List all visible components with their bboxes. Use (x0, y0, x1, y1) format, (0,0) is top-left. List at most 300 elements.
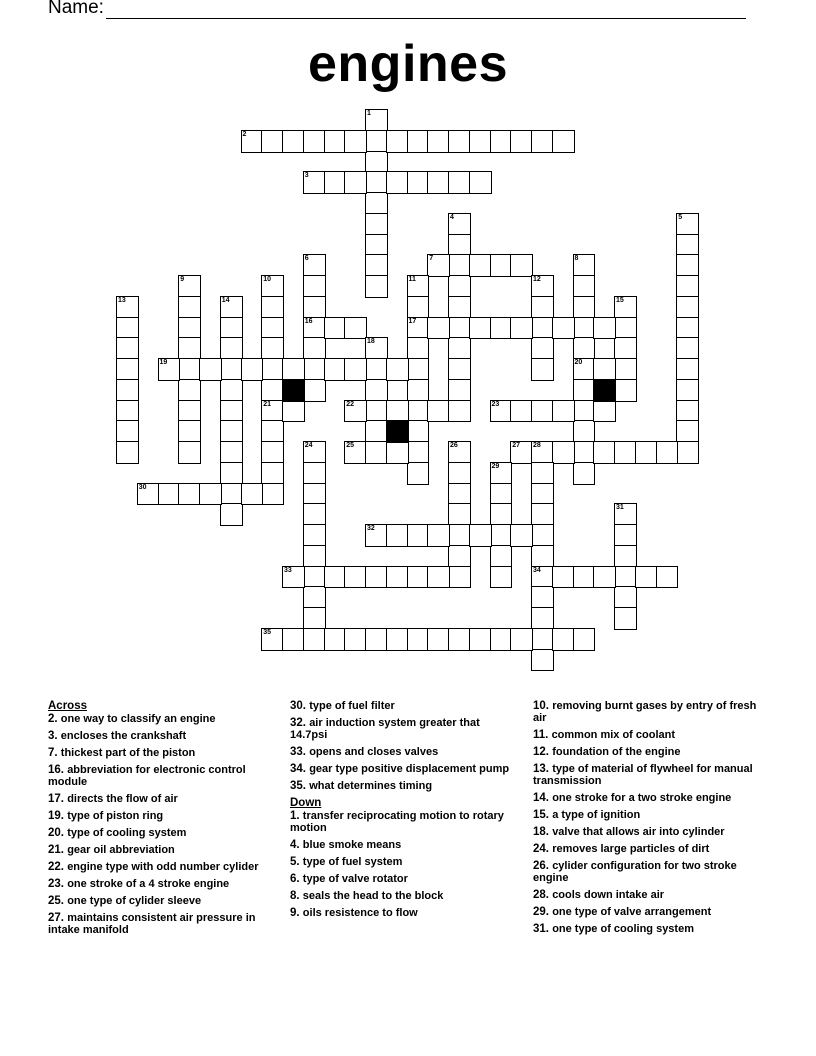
grid-cell[interactable] (573, 275, 596, 298)
grid-cell[interactable] (614, 317, 637, 340)
clue-item (533, 906, 763, 918)
grid-cell[interactable] (344, 628, 367, 651)
grid-cell[interactable] (303, 545, 326, 568)
grid-cell[interactable] (386, 566, 409, 589)
grid-cell[interactable] (448, 524, 471, 547)
grid-cell[interactable] (552, 441, 575, 464)
grid-cell[interactable] (303, 524, 326, 547)
grid-cell[interactable] (573, 358, 596, 381)
grid-cell[interactable] (282, 566, 305, 589)
grid-cell[interactable] (344, 317, 367, 340)
grid-cell[interactable] (261, 296, 284, 319)
grid-cell[interactable] (220, 317, 243, 340)
grid-cell[interactable] (593, 358, 616, 381)
grid-cell[interactable] (531, 130, 554, 153)
grid-cell[interactable] (261, 130, 284, 153)
grid-cell[interactable] (199, 358, 222, 381)
clue-item (48, 861, 278, 873)
grid-cell[interactable] (676, 379, 699, 402)
grid-cell[interactable] (635, 566, 658, 589)
clue-text: valve that allows air into cylinder (552, 826, 725, 838)
grid-cell[interactable] (303, 296, 326, 319)
clue-text: opens and closes valves (309, 746, 439, 758)
clue-number: 7. (48, 747, 61, 759)
grid-cell[interactable] (490, 483, 513, 506)
grid-cell[interactable] (510, 130, 533, 153)
clue-item (533, 860, 763, 884)
clue-text: oils resistence to flow (302, 907, 418, 919)
grid-cell[interactable] (614, 337, 637, 360)
grid-cell[interactable] (407, 566, 430, 589)
clues-column-1 (48, 700, 278, 941)
grid-cell[interactable] (469, 130, 492, 153)
grid-cell[interactable] (469, 317, 492, 340)
clue-item (290, 873, 520, 885)
grid-cell[interactable] (573, 400, 596, 423)
clue-text: thickest part of the piston (60, 747, 196, 759)
grid-cell[interactable] (261, 400, 284, 423)
clue-number: 8. (290, 890, 303, 902)
grid-cell[interactable] (344, 171, 367, 194)
grid-cell[interactable] (220, 420, 243, 443)
grid-cell[interactable] (303, 317, 326, 340)
grid-cell[interactable] (407, 524, 430, 547)
grid-cell[interactable] (448, 234, 471, 257)
grid-cell[interactable] (490, 503, 513, 526)
cell-number: 14 (221, 296, 230, 304)
grid-cell[interactable] (178, 296, 201, 319)
grid-cell[interactable] (573, 441, 596, 464)
grid-cell[interactable] (656, 566, 679, 589)
clue-item (290, 890, 520, 902)
grid-cell[interactable] (137, 483, 160, 506)
grid-cell[interactable] (365, 109, 388, 132)
grid-cell[interactable] (178, 441, 201, 464)
grid-cell[interactable] (324, 628, 347, 651)
clue-number: 18. (533, 826, 553, 838)
grid-cell[interactable] (303, 379, 326, 402)
grid-cell[interactable] (614, 545, 637, 568)
grid-cell[interactable] (158, 483, 181, 506)
grid-cell[interactable] (303, 586, 326, 609)
grid-cell[interactable] (116, 400, 139, 423)
clue-item (290, 856, 520, 868)
grid-cell[interactable] (427, 130, 450, 153)
grid-cell[interactable] (365, 420, 388, 443)
grid-cell[interactable] (344, 566, 367, 589)
grid-cell[interactable] (614, 296, 637, 319)
grid-cell[interactable] (448, 358, 471, 381)
grid-cell[interactable] (324, 171, 347, 194)
grid-cell[interactable] (178, 317, 201, 340)
grid-cell[interactable] (365, 275, 388, 298)
grid-cell[interactable] (490, 317, 513, 340)
grid-cell[interactable] (676, 213, 699, 236)
grid-cell[interactable] (510, 524, 533, 547)
grid-cell[interactable] (324, 317, 347, 340)
grid-cell[interactable] (303, 483, 326, 506)
grid-cell[interactable] (282, 358, 305, 381)
clue-number: 9. (290, 907, 303, 919)
grid-cell[interactable] (490, 628, 513, 651)
grid-cell[interactable] (407, 628, 430, 651)
grid-cell[interactable] (448, 296, 471, 319)
grid-cell[interactable] (220, 337, 243, 360)
grid-cell[interactable] (490, 254, 513, 277)
grid-cell[interactable] (448, 171, 471, 194)
grid-cell[interactable] (614, 379, 637, 402)
grid-cell[interactable] (178, 275, 201, 298)
grid-cell[interactable] (614, 524, 637, 547)
grid-cell[interactable] (407, 441, 430, 464)
clue-section-header: Down (290, 797, 322, 809)
grid-cell[interactable] (116, 296, 139, 319)
clue-text: maintains consistent air pressure in intake manifold (48, 912, 256, 936)
grid-cell[interactable] (178, 337, 201, 360)
cell-number: 20 (574, 359, 583, 366)
grid-cell[interactable] (365, 337, 388, 360)
clue-number: 28. (533, 889, 553, 901)
grid-cell[interactable] (469, 524, 492, 547)
grid-cell[interactable] (531, 296, 554, 319)
clue-item (533, 889, 763, 901)
grid-cell[interactable] (469, 628, 492, 651)
grid-cell[interactable] (303, 130, 326, 153)
grid-cell[interactable] (220, 358, 243, 381)
grid-cell[interactable] (386, 628, 409, 651)
cell-number: 10 (263, 276, 272, 283)
grid-cell[interactable] (386, 358, 409, 381)
grid-cell[interactable] (365, 400, 388, 423)
grid-cell[interactable] (531, 524, 554, 547)
grid-cell[interactable] (116, 317, 139, 340)
grid-cell[interactable] (531, 586, 554, 609)
clue-text: seals the head to the block (302, 890, 444, 902)
grid-cell[interactable] (676, 441, 699, 464)
grid-cell[interactable] (656, 441, 679, 464)
grid-cell[interactable] (593, 441, 616, 464)
grid-cell[interactable] (261, 379, 284, 402)
grid-cell[interactable] (178, 420, 201, 443)
grid-cell[interactable] (261, 275, 284, 298)
grid-cell[interactable] (552, 400, 575, 423)
grid-cell[interactable] (614, 607, 637, 630)
grid-cell[interactable] (116, 379, 139, 402)
grid-cell[interactable] (448, 566, 471, 589)
grid-cell[interactable] (510, 441, 533, 464)
grid-cell[interactable] (573, 337, 596, 360)
grid-cell[interactable] (386, 171, 409, 194)
clue-section-header: Across (48, 700, 87, 712)
grid-cell[interactable] (303, 358, 326, 381)
grid-cell[interactable] (344, 130, 367, 153)
grid-cell[interactable] (510, 400, 533, 423)
grid-cell[interactable] (261, 337, 284, 360)
grid-cell[interactable] (676, 400, 699, 423)
clue-text: gear type positive displacement pump (309, 763, 510, 775)
grid-cell[interactable] (116, 420, 139, 443)
grid-cell[interactable] (531, 441, 554, 464)
clue-number: 24. (533, 843, 553, 855)
clue-number: 1. (290, 810, 303, 822)
grid-cell[interactable] (241, 130, 264, 153)
grid-cell[interactable] (178, 400, 201, 423)
grid-cell[interactable] (282, 400, 305, 423)
grid-cell[interactable] (676, 254, 699, 277)
grid-cell[interactable] (676, 275, 699, 298)
grid-cell[interactable] (531, 358, 554, 381)
grid-cell[interactable] (220, 441, 243, 464)
grid-cell[interactable] (261, 483, 284, 506)
grid-cell[interactable] (344, 441, 367, 464)
grid-cell[interactable] (531, 483, 554, 506)
grid-cell[interactable] (116, 337, 139, 360)
grid-cell[interactable] (510, 317, 533, 340)
grid-cell[interactable] (490, 524, 513, 547)
grid-cell[interactable] (220, 400, 243, 423)
grid-cell[interactable] (303, 566, 326, 589)
grid-cell[interactable] (552, 566, 575, 589)
clue-text: removing burnt gases by entry of fresh air (533, 700, 757, 724)
grid-cell[interactable] (407, 337, 430, 360)
grid-cell[interactable] (614, 503, 637, 526)
grid-cell[interactable] (614, 566, 637, 589)
grid-cell[interactable] (427, 566, 450, 589)
grid-cell[interactable] (448, 130, 471, 153)
grid-cell[interactable] (261, 628, 284, 651)
grid-cell[interactable] (573, 254, 596, 277)
grid-cell[interactable] (490, 545, 513, 568)
grid-cell[interactable] (531, 400, 554, 423)
grid-cell[interactable] (303, 607, 326, 630)
grid-cell[interactable] (324, 130, 347, 153)
grid-cell[interactable] (220, 483, 243, 506)
grid-cell[interactable] (261, 462, 284, 485)
grid-cell[interactable] (676, 337, 699, 360)
grid-cell[interactable] (407, 296, 430, 319)
grid-cell[interactable] (573, 420, 596, 443)
grid-cell[interactable] (676, 358, 699, 381)
grid-cell[interactable] (303, 337, 326, 360)
grid-cell[interactable] (676, 317, 699, 340)
grid-cell[interactable] (531, 317, 554, 340)
grid-cell[interactable] (573, 379, 596, 402)
grid-cell[interactable] (490, 400, 513, 423)
grid-cell[interactable] (448, 628, 471, 651)
clue-item (290, 907, 520, 919)
grid-cell[interactable] (282, 130, 305, 153)
grid-cell[interactable] (573, 317, 596, 340)
clue-text: type of valve rotator (302, 873, 408, 885)
grid-cell[interactable] (552, 317, 575, 340)
clue-item (290, 746, 520, 758)
grid-cell[interactable] (220, 503, 243, 526)
grid-cell[interactable] (531, 462, 554, 485)
grid-cell[interactable] (635, 441, 658, 464)
grid-cell[interactable] (448, 400, 471, 423)
grid-cell[interactable] (303, 275, 326, 298)
clue-item (533, 763, 763, 787)
grid-cell[interactable] (282, 628, 305, 651)
grid-cell[interactable] (116, 441, 139, 464)
clue-item (533, 923, 763, 935)
cell-number: 9 (180, 276, 185, 283)
grid-cell[interactable] (178, 379, 201, 402)
grid-cell[interactable] (261, 420, 284, 443)
grid-cell[interactable] (365, 192, 388, 215)
grid-cell[interactable] (365, 213, 388, 236)
grid-cell[interactable] (531, 628, 554, 651)
grid-cell[interactable] (365, 254, 388, 277)
grid-cell[interactable] (490, 130, 513, 153)
grid-cell[interactable] (676, 296, 699, 319)
grid-cell[interactable] (220, 462, 243, 485)
clue-text: one type of valve arrangement (552, 906, 712, 918)
grid-cell[interactable] (407, 317, 430, 340)
clue-text: a type of ignition (552, 809, 641, 821)
grid-cell[interactable] (386, 130, 409, 153)
grid-cell[interactable] (490, 566, 513, 589)
grid-cell[interactable] (427, 254, 450, 277)
grid-cell[interactable] (448, 275, 471, 298)
grid-cell[interactable] (365, 171, 388, 194)
grid-cell[interactable] (303, 254, 326, 277)
grid-cell[interactable] (365, 441, 388, 464)
grid-cell[interactable] (531, 503, 554, 526)
grid-cell[interactable] (531, 649, 554, 672)
grid-cell[interactable] (220, 379, 243, 402)
grid-cell[interactable] (365, 524, 388, 547)
grid-cell[interactable] (573, 296, 596, 319)
grid-cell[interactable] (303, 503, 326, 526)
grid-cell[interactable] (407, 171, 430, 194)
grid-cell[interactable] (593, 566, 616, 589)
grid-cell[interactable] (303, 441, 326, 464)
grid-cell[interactable] (407, 462, 430, 485)
cell-number: 12 (533, 276, 541, 283)
grid-cell[interactable] (448, 462, 471, 485)
grid-cell[interactable] (344, 358, 367, 381)
grid-cell[interactable] (365, 130, 388, 153)
clue-item (48, 895, 278, 907)
grid-cell[interactable] (614, 358, 637, 381)
grid-cell[interactable] (510, 254, 533, 277)
grid-cell[interactable] (510, 628, 533, 651)
grid-cell[interactable] (469, 171, 492, 194)
grid-cell[interactable] (261, 358, 284, 381)
grid-cell[interactable] (448, 503, 471, 526)
grid-cell[interactable] (261, 317, 284, 340)
clue-number: 34. (290, 763, 310, 775)
grid-cell[interactable] (573, 566, 596, 589)
grid-cell[interactable] (531, 607, 554, 630)
grid-cell[interactable] (199, 483, 222, 506)
grid-cell[interactable] (303, 462, 326, 485)
grid-cell[interactable] (448, 213, 471, 236)
grid-cell[interactable] (303, 171, 326, 194)
grid-cell[interactable] (365, 151, 388, 174)
grid-cell[interactable] (324, 358, 347, 381)
grid-cell[interactable] (386, 524, 409, 547)
grid-cell[interactable] (427, 317, 450, 340)
grid-cell[interactable] (427, 628, 450, 651)
clue-item (290, 810, 520, 834)
grid-cell[interactable] (448, 254, 471, 277)
grid-cell[interactable] (531, 337, 554, 360)
grid-cell[interactable] (365, 566, 388, 589)
grid-cell[interactable] (676, 420, 699, 443)
cell-number: 2 (242, 130, 247, 138)
grid-cell[interactable] (448, 545, 471, 568)
page-title: engines (308, 35, 508, 93)
grid-cell[interactable] (303, 628, 326, 651)
grid-cell[interactable] (531, 545, 554, 568)
grid-cell[interactable] (573, 628, 596, 651)
grid-cell[interactable] (552, 130, 575, 153)
grid-cell[interactable] (448, 441, 471, 464)
clue-number: 10. (533, 700, 553, 712)
grid-cell[interactable] (178, 358, 201, 381)
grid-cell[interactable] (158, 358, 181, 381)
grid-cell[interactable] (531, 566, 554, 589)
grid-cell[interactable] (407, 358, 430, 381)
grid-cell[interactable] (365, 628, 388, 651)
clue-text: engine type with odd number cylider (67, 861, 259, 873)
grid-cell[interactable] (407, 275, 430, 298)
grid-cell[interactable] (593, 317, 616, 340)
grid-cell[interactable] (407, 379, 430, 402)
grid-cell[interactable] (365, 358, 388, 381)
grid-cell[interactable] (448, 483, 471, 506)
grid-cell[interactable] (469, 254, 492, 277)
grid-cell[interactable] (178, 483, 201, 506)
cell-number: 32 (367, 525, 375, 532)
cell-number: 13 (118, 296, 126, 304)
grid-cell[interactable] (241, 358, 264, 381)
grid-cell[interactable] (116, 358, 139, 381)
black-cell (593, 379, 616, 402)
grid-cell[interactable] (614, 441, 637, 464)
grid-cell[interactable] (386, 400, 409, 423)
grid-cell[interactable] (490, 462, 513, 485)
grid-cell[interactable] (573, 462, 596, 485)
grid-cell[interactable] (386, 441, 409, 464)
grid-cell[interactable] (448, 337, 471, 360)
grid-cell[interactable] (531, 275, 554, 298)
grid-cell[interactable] (324, 566, 347, 589)
grid-cell[interactable] (448, 317, 471, 340)
grid-cell[interactable] (427, 400, 450, 423)
grid-cell[interactable] (407, 130, 430, 153)
grid-cell[interactable] (344, 400, 367, 423)
grid-cell[interactable] (552, 628, 575, 651)
grid-cell[interactable] (448, 379, 471, 402)
grid-cell[interactable] (427, 524, 450, 547)
grid-cell[interactable] (220, 296, 243, 319)
grid-cell[interactable] (365, 379, 388, 402)
grid-cell[interactable] (593, 400, 616, 423)
grid-cell[interactable] (407, 420, 430, 443)
grid-cell[interactable] (241, 483, 264, 506)
clue-number: 26. (533, 860, 553, 872)
grid-cell[interactable] (427, 171, 450, 194)
clue-number: 11. (533, 729, 552, 741)
grid-cell[interactable] (676, 234, 699, 257)
grid-cell[interactable] (407, 400, 430, 423)
grid-cell[interactable] (365, 234, 388, 257)
grid-cell[interactable] (614, 586, 637, 609)
grid-cell[interactable] (261, 441, 284, 464)
